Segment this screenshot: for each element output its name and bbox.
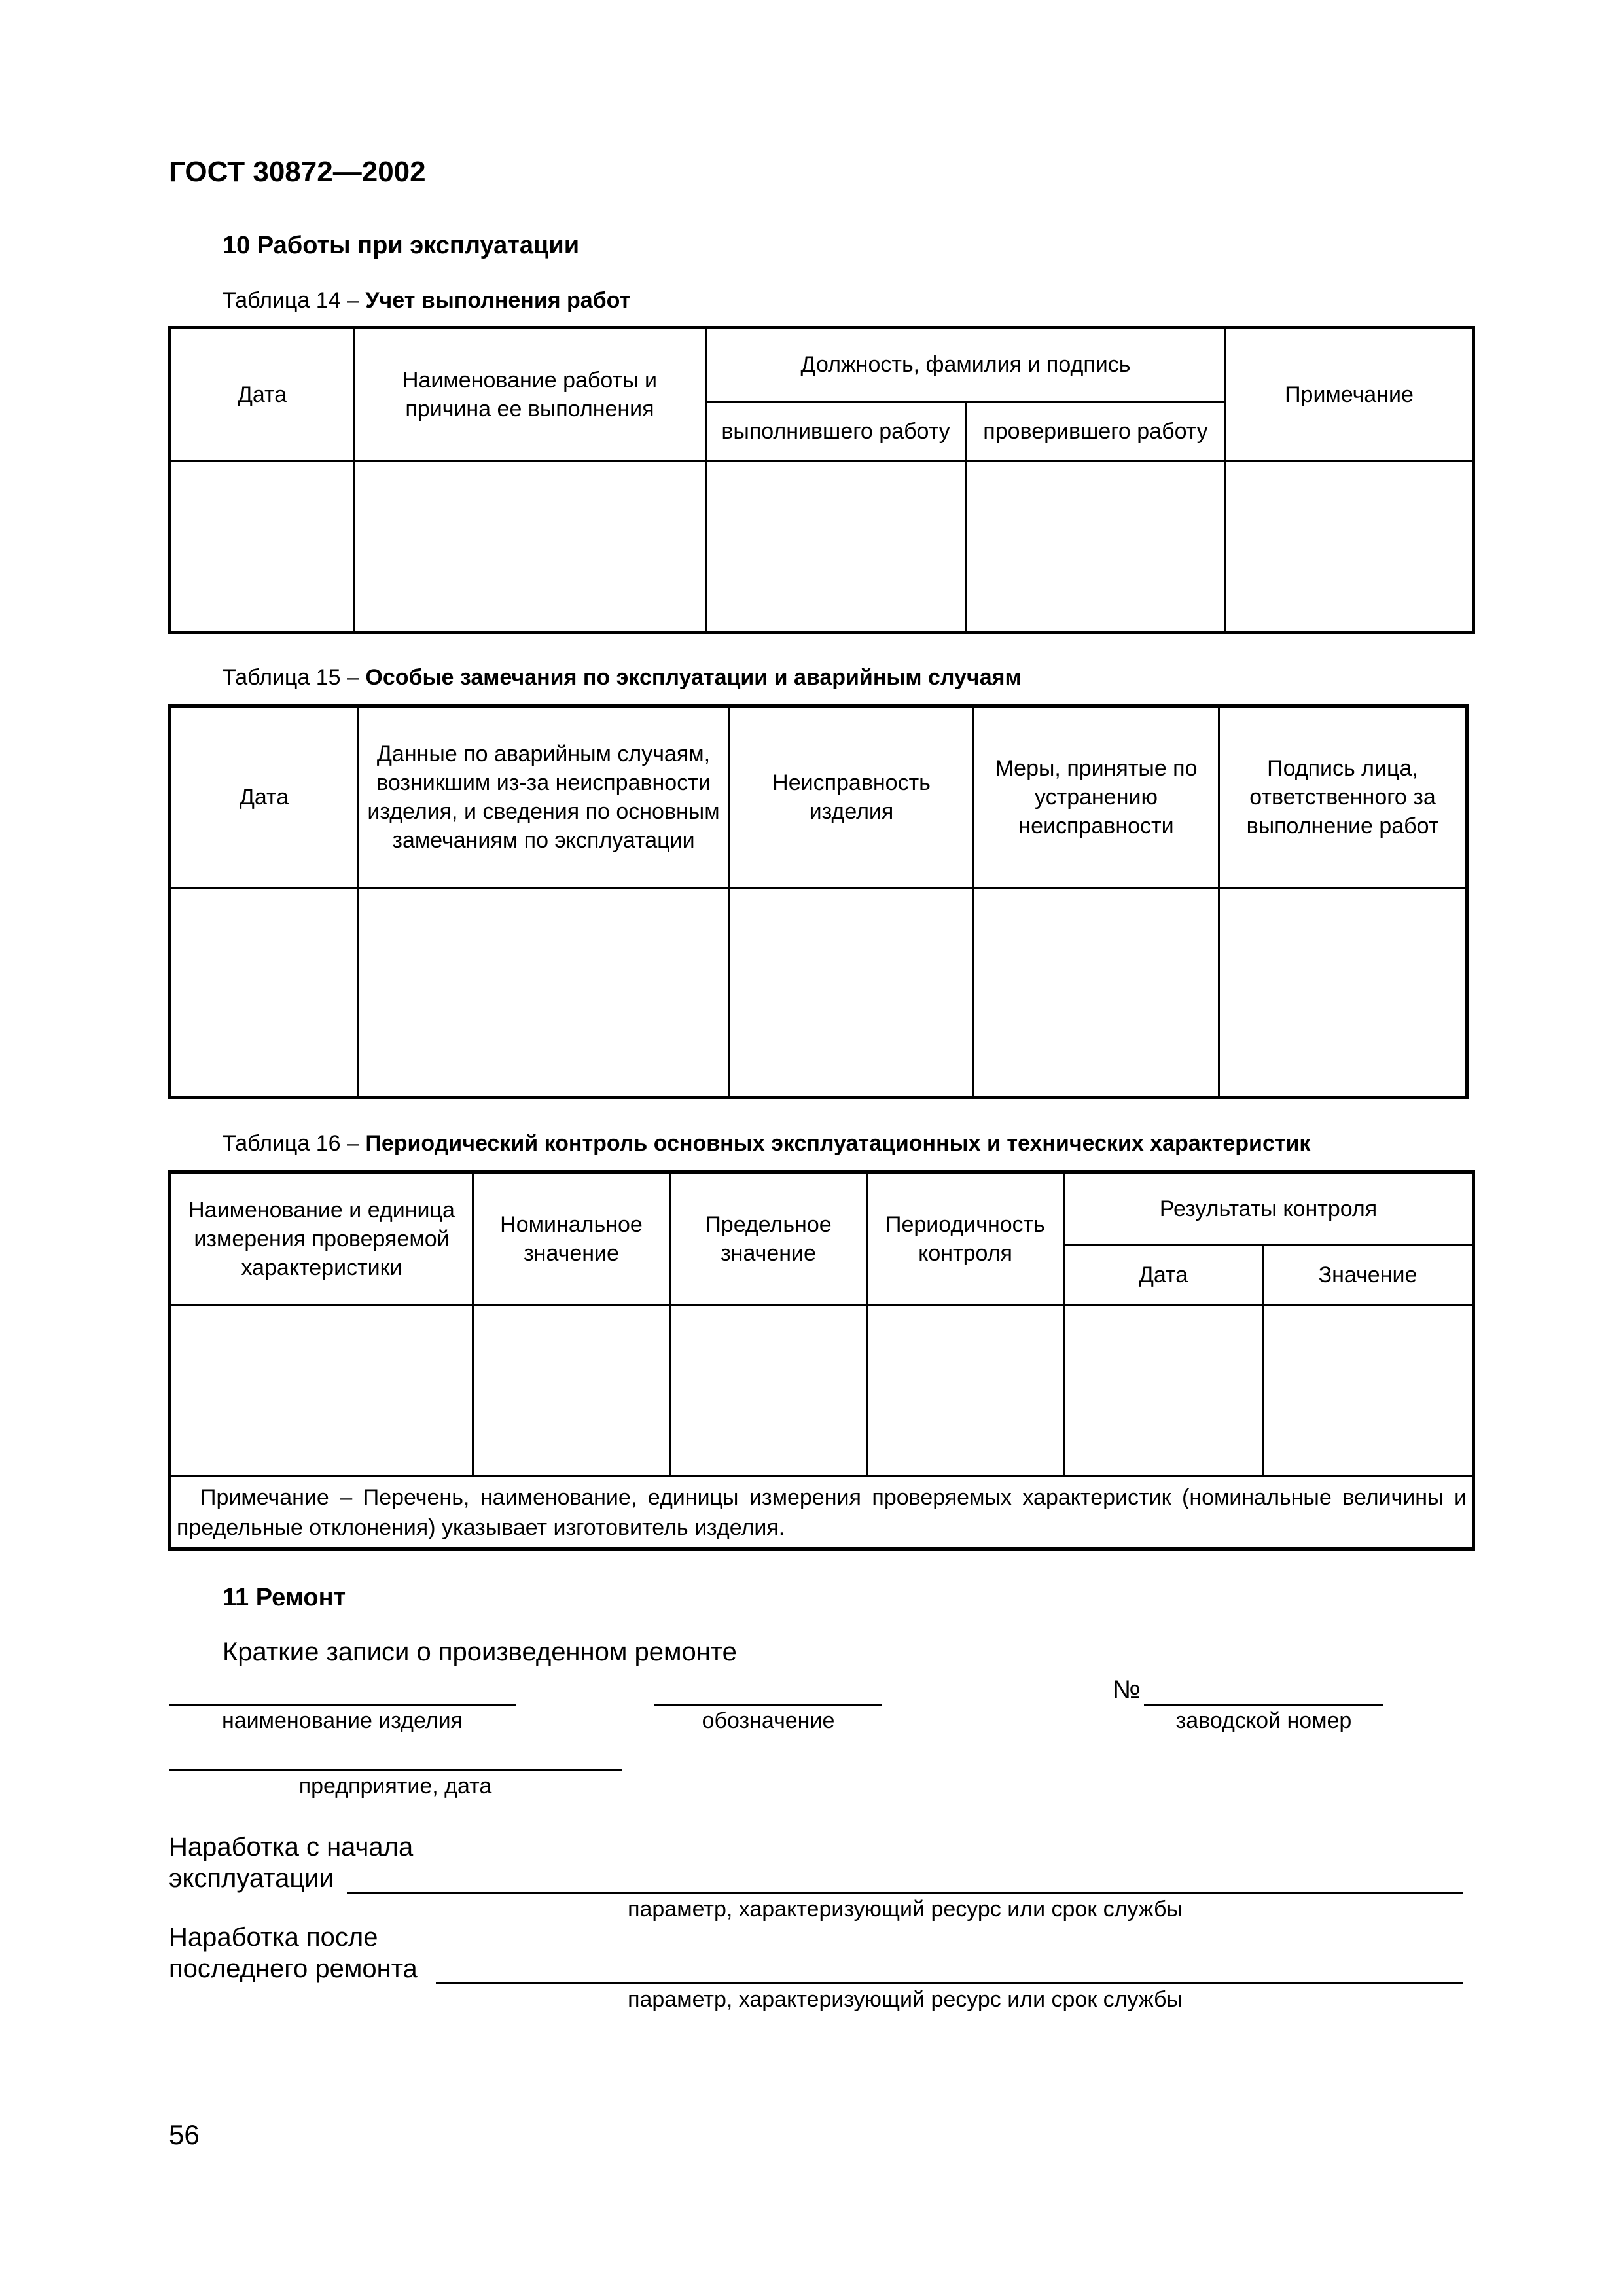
product-name-label: наименование изделия [221, 1708, 463, 1733]
t15-cell[interactable] [1219, 888, 1467, 1098]
t14-header-work-name: Наименование работы и причина ее выполнения [354, 328, 706, 461]
table14-caption [223, 288, 630, 314]
t16-header-name-unit: Наименование и единица измерения проверяемой характеристики [170, 1172, 473, 1306]
t14-cell[interactable] [170, 461, 354, 633]
t16-note-text: Примечание – Перечень, наименование, единицы измерения проверяемых характеристик (номинальные величины и предельные отклонения) указывает изготовитель изделия. [177, 1485, 1467, 1540]
runtime-last-hint: параметр, характеризующий ресурс или срок службы [628, 1987, 1183, 2012]
designation-label: обозначение [702, 1708, 835, 1733]
number-sign: № [1113, 1676, 1141, 1704]
serial-number-line[interactable] [1144, 1704, 1383, 1706]
t14-cell[interactable] [354, 461, 706, 633]
runtime-start-hint: параметр, характеризующий ресурс или срок службы [628, 1897, 1183, 1922]
t16-cell[interactable] [1064, 1306, 1263, 1476]
t15-cell[interactable] [358, 888, 730, 1098]
table-15 [168, 704, 1469, 1099]
enterprise-date-label: предприятие, дата [298, 1774, 492, 1799]
table-16 [168, 1170, 1475, 1551]
table-14 [168, 326, 1475, 634]
table15-caption-prefix: Таблица 15 – [223, 665, 359, 690]
t15-cell[interactable] [170, 888, 358, 1098]
runtime-last-label-line1: Наработка после [169, 1923, 378, 1952]
t15-empty-row [170, 888, 1467, 1098]
runtime-last-label-line2: последнего ремонта [169, 1954, 418, 1983]
t16-note [170, 1476, 1474, 1549]
t14-header-position-group: Должность, фамилия и подпись [706, 328, 1226, 402]
t15-cell[interactable] [730, 888, 974, 1098]
runtime-start-line[interactable] [347, 1892, 1463, 1894]
t15-header-date: Дата [170, 706, 358, 888]
enterprise-date-line[interactable] [169, 1769, 622, 1771]
document-id: ГОСТ 30872—2002 [169, 156, 426, 188]
t16-cell[interactable] [1263, 1306, 1474, 1476]
serial-number-label: заводской номер [1175, 1708, 1352, 1733]
t16-cell[interactable] [867, 1306, 1064, 1476]
runtime-last-line[interactable] [436, 1982, 1463, 1984]
repair-intro: Краткие записи о произведенном ремонте [223, 1638, 737, 1666]
t16-header-periodicity: Периодичность контроля [867, 1172, 1064, 1306]
runtime-start-label-line2: эксплуатации [169, 1864, 334, 1893]
table16-caption-title: Периодический контроль основных эксплуатационных и технических характеристик [365, 1131, 1311, 1156]
section-11-title: 11 Ремонт [223, 1584, 346, 1611]
t16-cell[interactable] [473, 1306, 670, 1476]
t16-header-date: Дата [1064, 1246, 1263, 1306]
table15-caption-title: Особые замечания по эксплуатации и аварийным случаям [365, 665, 1022, 690]
runtime-start-label-line1: Наработка с начала [169, 1833, 414, 1861]
t14-empty-row [170, 461, 1474, 633]
t16-header-nominal: Номинальное значение [473, 1172, 670, 1306]
t16-empty-row [170, 1306, 1474, 1476]
t14-cell[interactable] [966, 461, 1226, 633]
t15-header-signature: Подпись лица, ответственного за выполнение работ [1219, 706, 1467, 888]
designation-line[interactable] [654, 1704, 882, 1706]
t16-cell[interactable] [670, 1306, 867, 1476]
t16-header-results-group: Результаты контроля [1064, 1172, 1474, 1246]
t14-header-date: Дата [170, 328, 354, 461]
t16-header-limit: Предельное значение [670, 1172, 867, 1306]
table16-caption [223, 1131, 1310, 1157]
table14-caption-prefix: Таблица 14 – [223, 288, 359, 313]
t15-header-measures: Меры, принятые по устранению неисправности [974, 706, 1219, 888]
table15-caption [223, 665, 1022, 691]
table14-caption-title: Учет выполнения работ [365, 288, 631, 313]
t15-cell[interactable] [974, 888, 1219, 1098]
t14-header-checked: проверившего работу [966, 402, 1226, 461]
page-number: 56 [169, 2119, 200, 2150]
t14-header-performed: выполнившего работу [706, 402, 966, 461]
table16-caption-prefix: Таблица 16 – [223, 1131, 359, 1156]
t14-cell[interactable] [706, 461, 966, 633]
t15-header-malfunction: Неисправность изделия [730, 706, 974, 888]
t16-header-value: Значение [1263, 1246, 1474, 1306]
t16-cell[interactable] [170, 1306, 473, 1476]
t14-cell[interactable] [1226, 461, 1474, 633]
section-10-title: 10 Работы при эксплуатации [223, 232, 580, 259]
t14-header-note: Примечание [1226, 328, 1474, 461]
t15-header-emergency-data: Данные по аварийным случаям, возникшим из-за неисправности изделия, и сведения по основным замечаниям по эксплуатации [358, 706, 730, 888]
product-name-line[interactable] [169, 1704, 516, 1706]
